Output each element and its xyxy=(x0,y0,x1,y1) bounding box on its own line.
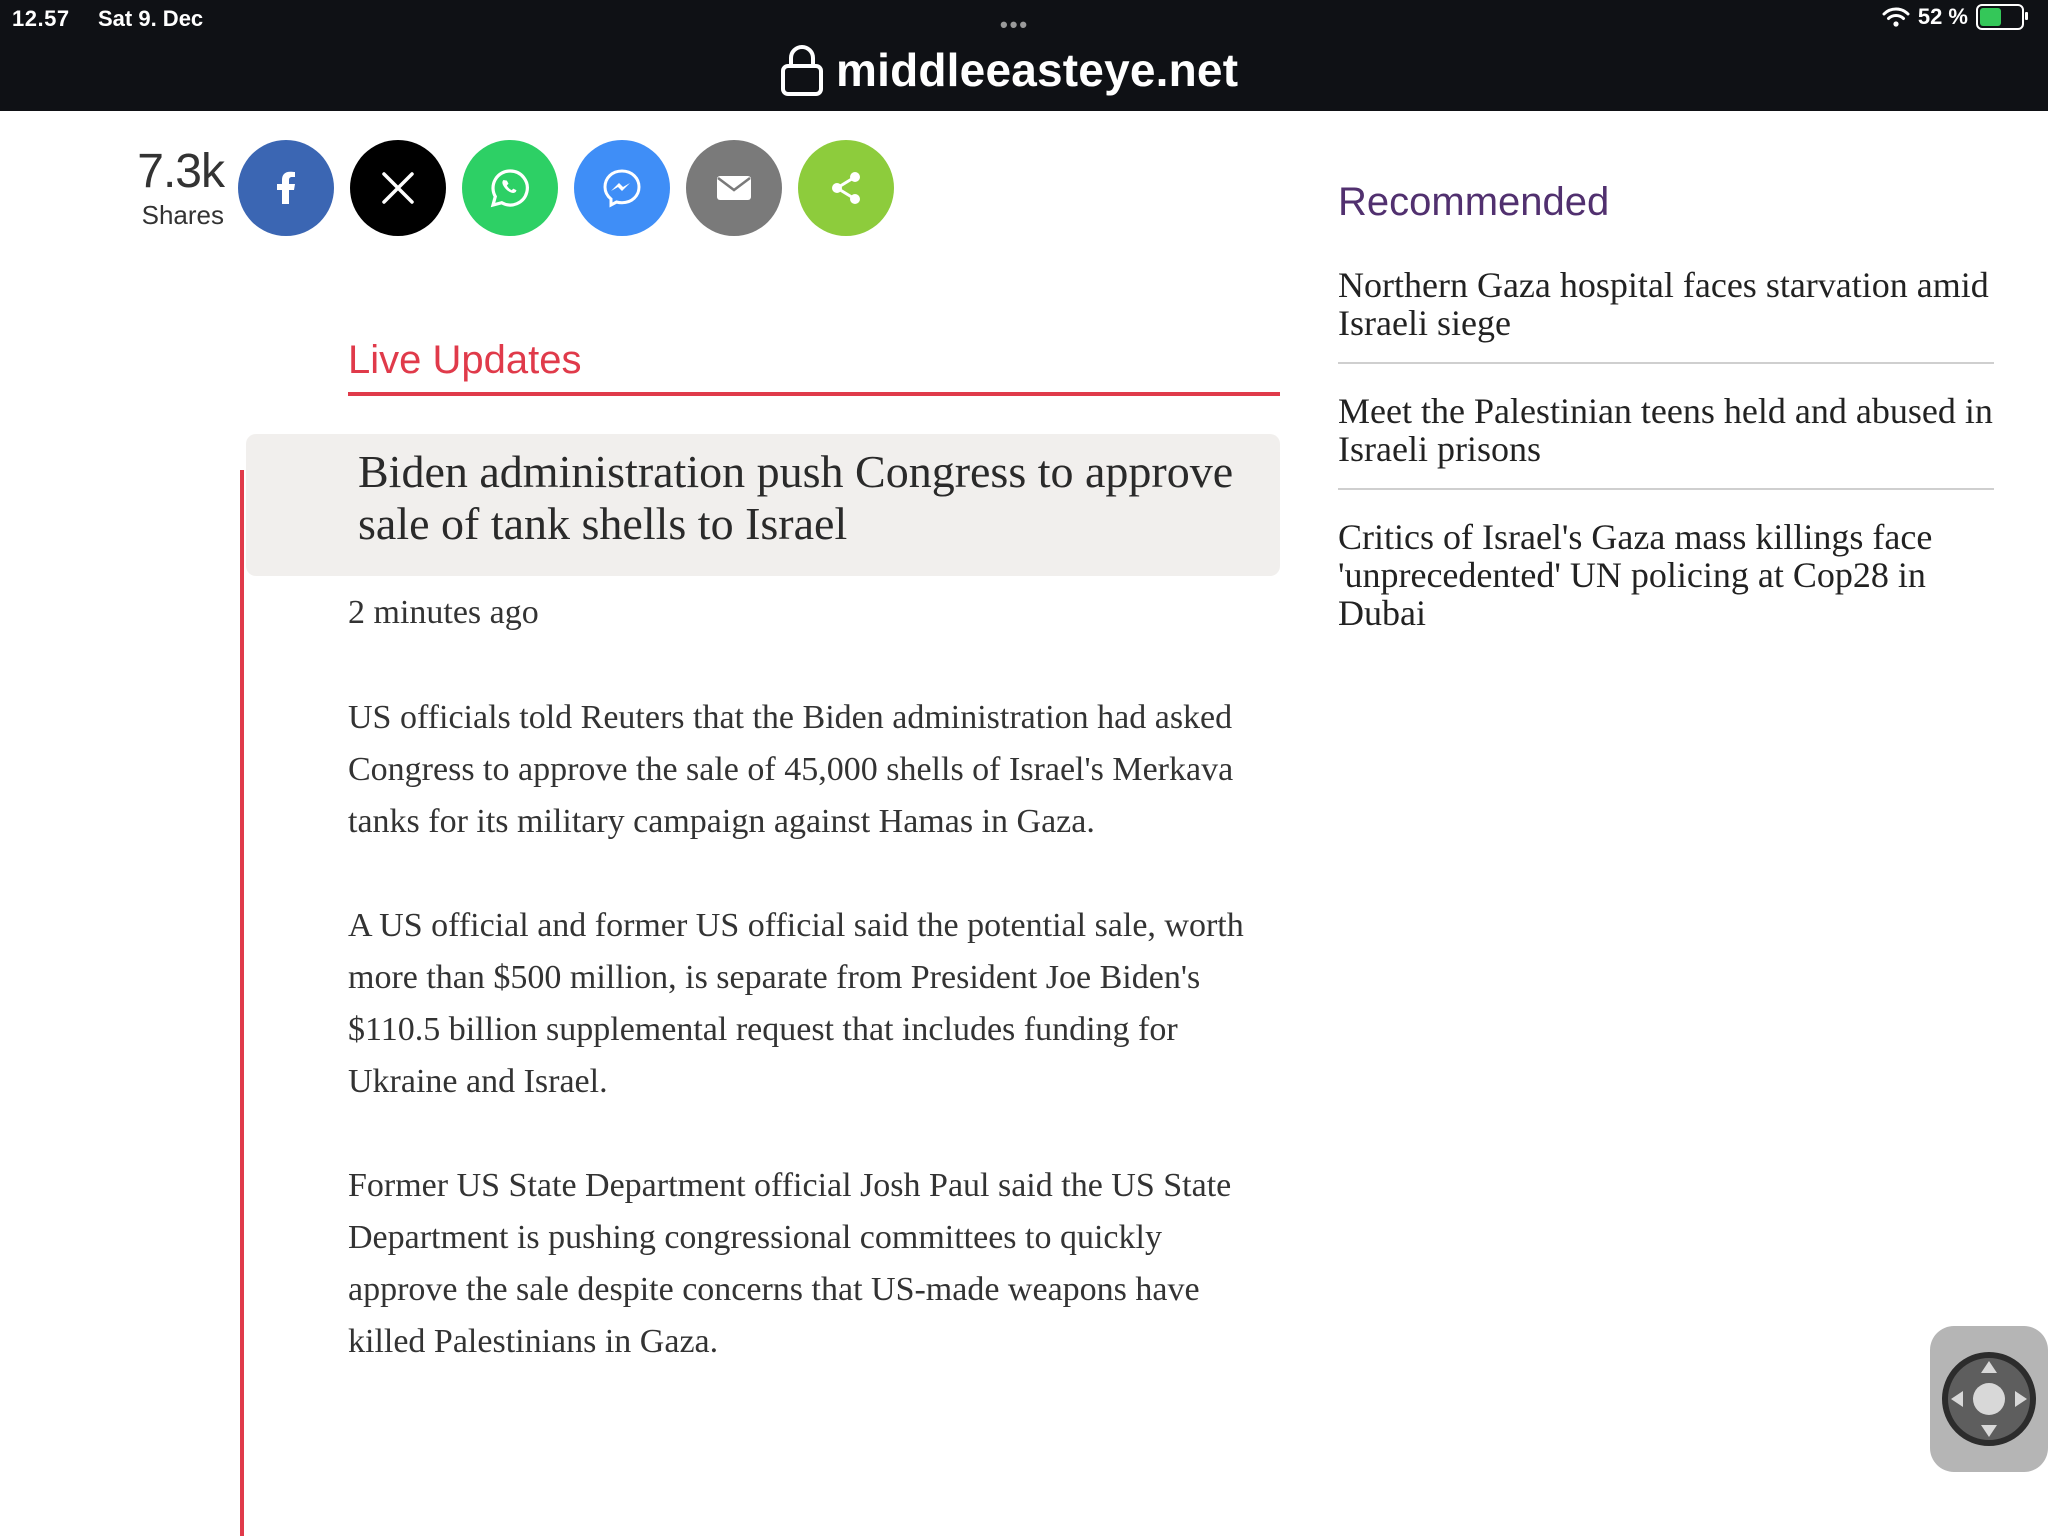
facebook-icon xyxy=(262,164,310,212)
messenger-icon xyxy=(598,164,646,212)
email-share-button[interactable] xyxy=(686,140,782,236)
recommended-title: Recommended xyxy=(1338,180,1610,224)
browser-top-bar xyxy=(0,0,2048,111)
email-icon xyxy=(710,164,758,212)
status-date: Sat 9. Dec xyxy=(98,6,204,31)
live-updates-label: Live Updates xyxy=(348,338,582,382)
more-share-button[interactable] xyxy=(798,140,894,236)
x-icon xyxy=(374,164,422,212)
article-paragraph: A US official and former US official said the potential sale, worth more than $500 million, is separate from President Joe Biden's $110.5 billion supplemental request that includes funding for Ukraine and Israel. xyxy=(348,907,1244,1100)
recommended-item[interactable]: Northern Gaza hospital faces starvation amid Israeli siege xyxy=(1338,265,1989,343)
recommended-item[interactable]: Meet the Palestinian teens held and abused in Israeli prisons xyxy=(1338,362,1994,488)
assistive-touch-button[interactable] xyxy=(1930,1326,2048,1472)
x-share-button[interactable] xyxy=(350,140,446,236)
status-right xyxy=(1882,4,2024,30)
dpad-icon xyxy=(1939,1349,2039,1449)
share-count-label: Shares xyxy=(141,200,224,230)
share-icon xyxy=(822,164,870,212)
live-update-headline: Biden administration push Congress to approve sale of tank shells to Israel xyxy=(358,446,1234,549)
battery-icon xyxy=(1976,4,2024,30)
live-updates-divider xyxy=(348,392,1280,396)
battery-percent: 52 % xyxy=(1917,4,1968,29)
wifi-icon xyxy=(1882,6,1910,28)
whatsapp-icon xyxy=(486,164,534,212)
whatsapp-share-button[interactable] xyxy=(462,140,558,236)
recommended-list xyxy=(1338,266,1994,652)
facebook-share-button[interactable] xyxy=(238,140,334,236)
live-update-body xyxy=(348,692,1268,1420)
live-update-timestamp: 2 minutes ago xyxy=(348,594,539,631)
status-time: 12.57 xyxy=(12,6,70,31)
article-paragraph: US officials told Reuters that the Biden administration had asked Congress to approve the sale of 45,000 shells of Israel's Merkava tanks for its military campaign against Hamas in Gaza. xyxy=(348,699,1234,840)
messenger-share-button[interactable] xyxy=(574,140,670,236)
share-count xyxy=(120,145,224,231)
lock-icon xyxy=(780,44,824,96)
share-buttons xyxy=(238,140,894,236)
recommended-item[interactable]: Critics of Israel's Gaza mass killings face 'unprecedented' UN policing at Cop28 in Dubai xyxy=(1338,488,1994,652)
share-count-number: 7.3k xyxy=(137,145,224,198)
address-bar[interactable] xyxy=(780,40,1238,100)
browser-menu-dots[interactable]: ••• xyxy=(1000,12,1030,37)
article-paragraph: Former US State Department official Josh Paul said the US State Department is pushing congressional committees to quickly approve the sale despite concerns that US-made weapons have killed Palestinians in Gaza. xyxy=(348,1167,1232,1360)
url-text[interactable]: middleeasteye.net xyxy=(836,44,1239,96)
timeline-bar xyxy=(240,470,244,1536)
